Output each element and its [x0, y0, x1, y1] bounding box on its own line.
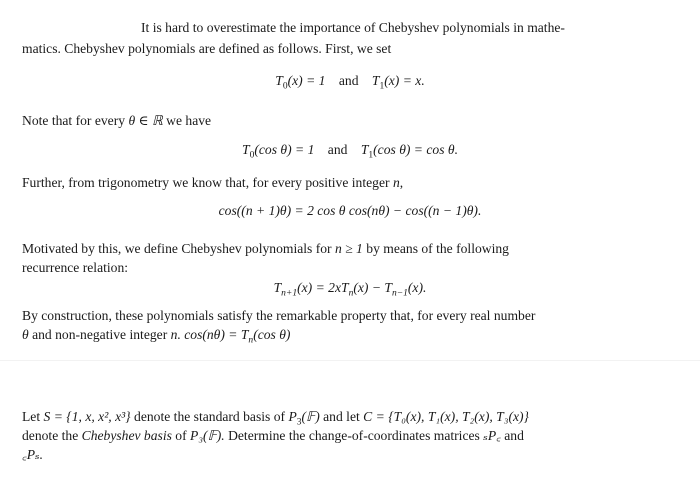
construction-line2: θ and non-negative integer n. $\cos(n\theta) = T_n(\cos$ θ): [22, 327, 291, 346]
equation-initial-values: $T_0(x) = 1$ and $T_1(x) = x$.: [275, 73, 425, 92]
construction-line1: By construction, these polynomials satisfy the remarkable property that, for every real number: [22, 308, 536, 323]
motivated-line2: recurrence relation:: [22, 260, 129, 275]
equation-recurrence: $T_{n+1}(x) = 2xT_n(x) - T_{n-1}(x)$.: [273, 280, 427, 299]
motivated-line1: Motivated by this, we define Chebyshev polynomials for n ≥ 1 by means of the following: [22, 241, 509, 256]
paragraph1-line1: It is hard to overestimate the importance of Chebyshev polynomials in mathe-: [141, 20, 565, 35]
question-line3: ꜀Pₛ.: [22, 447, 43, 462]
section-divider: [0, 360, 700, 361]
question-line2: denote the Chebyshev basis of P₃(𝔽). Determine the change-of-coordinates matrices ₛP꜀ and: [22, 428, 524, 443]
equation-cos-values: $T_0(\cos$ θ) = 1 and $T_1(\cos$ θ) = cos θ.: [242, 142, 458, 161]
paragraph1-line2: matics. Chebyshev polynomials are defined as follows. First, we set: [22, 41, 392, 56]
question-line1: Let S = {1, x, x², x³} denote the standard basis of $P_3(𝔽)$ and let C = {T₀(x), T₁(x), T₂(x), T₃(x)}: [22, 409, 529, 428]
equation-trig-identity: cos((n + 1)θ) = 2 cos θ cos(nθ) − cos((n − 1)θ).: [218, 203, 482, 218]
note-line: Note that for every θ ∈ ℝ we have: [22, 113, 212, 128]
further-line: Further, from trigonometry we know that, for every positive integer n,: [22, 175, 404, 190]
